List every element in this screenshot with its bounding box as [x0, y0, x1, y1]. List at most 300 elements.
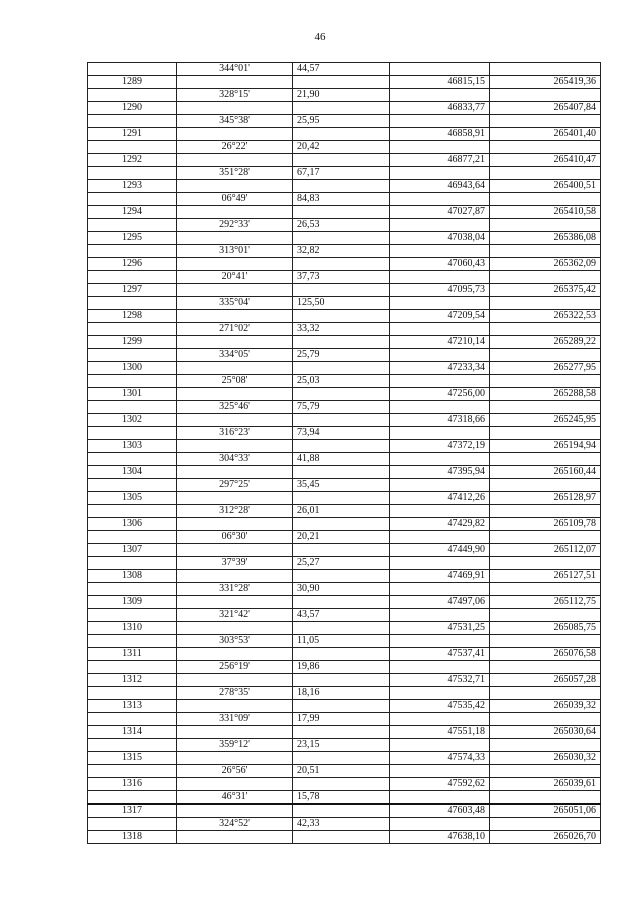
- empty-cell: [490, 609, 601, 622]
- x-coordinate: 47395,94: [390, 466, 490, 479]
- y-coordinate: 265362,09: [490, 258, 601, 271]
- segment-row: [88, 687, 601, 700]
- point-row: [88, 466, 601, 479]
- point-row: [88, 206, 601, 219]
- empty-cell: [293, 414, 390, 427]
- y-coordinate: 265128,97: [490, 492, 601, 505]
- direction-angle: 313°01': [177, 245, 293, 258]
- y-coordinate: 265400,51: [490, 180, 601, 193]
- point-row: [88, 154, 601, 167]
- point-number: 1317: [88, 804, 177, 818]
- point-number: 1297: [88, 284, 177, 297]
- empty-cell: [490, 167, 601, 180]
- empty-cell: [177, 440, 293, 453]
- direction-angle: 325°46': [177, 401, 293, 414]
- empty-cell: [490, 791, 601, 805]
- point-row: [88, 128, 601, 141]
- empty-cell: [390, 739, 490, 752]
- segment-length: 32,82: [293, 245, 390, 258]
- empty-cell: [293, 466, 390, 479]
- point-row: [88, 674, 601, 687]
- segment-row: [88, 63, 601, 76]
- empty-cell: [293, 648, 390, 661]
- empty-cell: [390, 765, 490, 778]
- empty-cell: [177, 726, 293, 739]
- point-number: 1313: [88, 700, 177, 713]
- segment-length: 25,95: [293, 115, 390, 128]
- segment-row: [88, 193, 601, 206]
- empty-cell: [490, 583, 601, 596]
- point-row: [88, 102, 601, 115]
- segment-length: 25,03: [293, 375, 390, 388]
- point-number: 1301: [88, 388, 177, 401]
- point-number: 1289: [88, 76, 177, 89]
- segment-length: 30,90: [293, 583, 390, 596]
- point-row: [88, 232, 601, 245]
- empty-cell: [293, 492, 390, 505]
- point-row: [88, 362, 601, 375]
- segment-length: 26,01: [293, 505, 390, 518]
- empty-cell: [88, 687, 177, 700]
- direction-angle: 271°02': [177, 323, 293, 336]
- segment-length: 25,79: [293, 349, 390, 362]
- empty-cell: [177, 206, 293, 219]
- x-coordinate: 47209,54: [390, 310, 490, 323]
- x-coordinate: 47027,87: [390, 206, 490, 219]
- y-coordinate: 265109,78: [490, 518, 601, 531]
- direction-angle: 328°15': [177, 89, 293, 102]
- empty-cell: [390, 245, 490, 258]
- empty-cell: [293, 310, 390, 323]
- direction-angle: 312°28': [177, 505, 293, 518]
- point-number: 1292: [88, 154, 177, 167]
- point-number: 1291: [88, 128, 177, 141]
- empty-cell: [177, 414, 293, 427]
- empty-cell: [390, 141, 490, 154]
- page-number: 46: [314, 31, 326, 43]
- empty-cell: [490, 349, 601, 362]
- segment-length: 20,42: [293, 141, 390, 154]
- direction-angle: 06°49': [177, 193, 293, 206]
- point-number: 1298: [88, 310, 177, 323]
- segment-length: 20,51: [293, 765, 390, 778]
- empty-cell: [88, 401, 177, 414]
- empty-cell: [88, 739, 177, 752]
- empty-cell: [490, 661, 601, 674]
- empty-cell: [177, 752, 293, 765]
- segment-row: [88, 765, 601, 778]
- x-coordinate: 47603,48: [390, 804, 490, 818]
- y-coordinate: 265375,42: [490, 284, 601, 297]
- direction-angle: 20°41': [177, 271, 293, 284]
- empty-cell: [88, 557, 177, 570]
- point-row: [88, 388, 601, 401]
- point-number: 1308: [88, 570, 177, 583]
- empty-cell: [490, 531, 601, 544]
- empty-cell: [390, 63, 490, 76]
- empty-cell: [88, 323, 177, 336]
- point-row: [88, 726, 601, 739]
- empty-cell: [177, 284, 293, 297]
- empty-cell: [177, 596, 293, 609]
- empty-cell: [88, 427, 177, 440]
- empty-cell: [177, 622, 293, 635]
- segment-length: 19,86: [293, 661, 390, 674]
- empty-cell: [390, 167, 490, 180]
- segment-length: 20,21: [293, 531, 390, 544]
- y-coordinate: 265030,64: [490, 726, 601, 739]
- empty-cell: [490, 739, 601, 752]
- empty-cell: [293, 128, 390, 141]
- empty-cell: [490, 557, 601, 570]
- x-coordinate: 47256,00: [390, 388, 490, 401]
- segment-length: 44,57: [293, 63, 390, 76]
- empty-cell: [293, 674, 390, 687]
- point-number: 1312: [88, 674, 177, 687]
- coordinates-table-body: [88, 63, 601, 844]
- empty-cell: [490, 765, 601, 778]
- segment-length: 42,33: [293, 818, 390, 831]
- empty-cell: [390, 661, 490, 674]
- y-coordinate: 265194,94: [490, 440, 601, 453]
- empty-cell: [390, 583, 490, 596]
- y-coordinate: 265039,61: [490, 778, 601, 791]
- y-coordinate: 265407,84: [490, 102, 601, 115]
- segment-row: [88, 739, 601, 752]
- empty-cell: [390, 557, 490, 570]
- direction-angle: 297°25': [177, 479, 293, 492]
- segment-length: 23,15: [293, 739, 390, 752]
- x-coordinate: 47537,41: [390, 648, 490, 661]
- segment-length: 35,45: [293, 479, 390, 492]
- coordinates-table: [87, 62, 601, 844]
- empty-cell: [490, 479, 601, 492]
- segment-row: [88, 167, 601, 180]
- empty-cell: [293, 622, 390, 635]
- empty-cell: [177, 180, 293, 193]
- empty-cell: [177, 362, 293, 375]
- segment-length: 84,83: [293, 193, 390, 206]
- empty-cell: [293, 570, 390, 583]
- y-coordinate: 265039,32: [490, 700, 601, 713]
- segment-row: [88, 713, 601, 726]
- y-coordinate: 265026,70: [490, 831, 601, 844]
- point-row: [88, 831, 601, 844]
- empty-cell: [88, 271, 177, 284]
- empty-cell: [490, 453, 601, 466]
- empty-cell: [293, 232, 390, 245]
- empty-cell: [177, 310, 293, 323]
- empty-cell: [293, 284, 390, 297]
- y-coordinate: 265160,44: [490, 466, 601, 479]
- empty-cell: [390, 323, 490, 336]
- x-coordinate: 47412,26: [390, 492, 490, 505]
- empty-cell: [177, 76, 293, 89]
- segment-length: 37,73: [293, 271, 390, 284]
- direction-angle: 345°38': [177, 115, 293, 128]
- x-coordinate: 47449,90: [390, 544, 490, 557]
- x-coordinate: 47372,19: [390, 440, 490, 453]
- empty-cell: [390, 818, 490, 831]
- x-coordinate: 47318,66: [390, 414, 490, 427]
- x-coordinate: 47592,62: [390, 778, 490, 791]
- empty-cell: [390, 193, 490, 206]
- direction-angle: 303°53': [177, 635, 293, 648]
- direction-angle: 26°22': [177, 141, 293, 154]
- empty-cell: [293, 76, 390, 89]
- empty-cell: [177, 518, 293, 531]
- empty-cell: [490, 818, 601, 831]
- empty-cell: [293, 258, 390, 271]
- x-coordinate: 47531,25: [390, 622, 490, 635]
- empty-cell: [293, 206, 390, 219]
- empty-cell: [293, 804, 390, 818]
- segment-length: 73,94: [293, 427, 390, 440]
- empty-cell: [88, 479, 177, 492]
- x-coordinate: 47532,71: [390, 674, 490, 687]
- empty-cell: [293, 154, 390, 167]
- x-coordinate: 47535,42: [390, 700, 490, 713]
- point-row: [88, 258, 601, 271]
- empty-cell: [88, 453, 177, 466]
- direction-angle: 344°01': [177, 63, 293, 76]
- empty-cell: [490, 63, 601, 76]
- empty-cell: [177, 336, 293, 349]
- segment-row: [88, 271, 601, 284]
- direction-angle: 292°33': [177, 219, 293, 232]
- segment-row: [88, 583, 601, 596]
- empty-cell: [490, 375, 601, 388]
- point-number: 1300: [88, 362, 177, 375]
- empty-cell: [490, 687, 601, 700]
- empty-cell: [390, 401, 490, 414]
- point-row: [88, 570, 601, 583]
- x-coordinate: 47638,10: [390, 831, 490, 844]
- empty-cell: [177, 700, 293, 713]
- point-row: [88, 518, 601, 531]
- y-coordinate: 265112,75: [490, 596, 601, 609]
- x-coordinate: 47469,91: [390, 570, 490, 583]
- segment-length: 25,27: [293, 557, 390, 570]
- segment-length: 21,90: [293, 89, 390, 102]
- y-coordinate: 265410,58: [490, 206, 601, 219]
- segment-length: 67,17: [293, 167, 390, 180]
- empty-cell: [88, 531, 177, 544]
- segment-row: [88, 401, 601, 414]
- empty-cell: [88, 115, 177, 128]
- empty-cell: [293, 102, 390, 115]
- empty-cell: [390, 375, 490, 388]
- point-number: 1306: [88, 518, 177, 531]
- empty-cell: [177, 388, 293, 401]
- y-coordinate: 265057,28: [490, 674, 601, 687]
- x-coordinate: 46833,77: [390, 102, 490, 115]
- point-number: 1294: [88, 206, 177, 219]
- x-coordinate: 47574,33: [390, 752, 490, 765]
- empty-cell: [88, 297, 177, 310]
- empty-cell: [390, 635, 490, 648]
- segment-row: [88, 141, 601, 154]
- empty-cell: [390, 713, 490, 726]
- empty-cell: [177, 258, 293, 271]
- y-coordinate: 265401,40: [490, 128, 601, 141]
- direction-angle: 25°08': [177, 375, 293, 388]
- x-coordinate: 47429,82: [390, 518, 490, 531]
- empty-cell: [88, 583, 177, 596]
- point-row: [88, 284, 601, 297]
- segment-row: [88, 557, 601, 570]
- empty-cell: [88, 818, 177, 831]
- point-row: [88, 622, 601, 635]
- empty-cell: [490, 505, 601, 518]
- point-number: 1316: [88, 778, 177, 791]
- y-coordinate: 265051,06: [490, 804, 601, 818]
- point-row: [88, 310, 601, 323]
- segment-row: [88, 453, 601, 466]
- direction-angle: 331°09': [177, 713, 293, 726]
- segment-length: 11,05: [293, 635, 390, 648]
- y-coordinate: 265289,22: [490, 336, 601, 349]
- empty-cell: [88, 661, 177, 674]
- y-coordinate: 265322,53: [490, 310, 601, 323]
- segment-row: [88, 818, 601, 831]
- empty-cell: [177, 674, 293, 687]
- point-number: 1307: [88, 544, 177, 557]
- point-row: [88, 648, 601, 661]
- empty-cell: [390, 219, 490, 232]
- point-row: [88, 76, 601, 89]
- direction-angle: 334°05': [177, 349, 293, 362]
- point-row: [88, 492, 601, 505]
- empty-cell: [390, 297, 490, 310]
- direction-angle: 06°30': [177, 531, 293, 544]
- empty-cell: [293, 544, 390, 557]
- empty-cell: [88, 89, 177, 102]
- empty-cell: [177, 232, 293, 245]
- direction-angle: 316°23': [177, 427, 293, 440]
- segment-row: [88, 479, 601, 492]
- empty-cell: [293, 180, 390, 193]
- point-number: 1302: [88, 414, 177, 427]
- segment-row: [88, 245, 601, 258]
- empty-cell: [88, 713, 177, 726]
- point-row: [88, 544, 601, 557]
- x-coordinate: 47095,73: [390, 284, 490, 297]
- empty-cell: [490, 635, 601, 648]
- point-row: [88, 778, 601, 791]
- segment-length: 15,78: [293, 791, 390, 805]
- point-number: 1318: [88, 831, 177, 844]
- empty-cell: [293, 726, 390, 739]
- empty-cell: [88, 63, 177, 76]
- direction-angle: 46°31': [177, 791, 293, 805]
- empty-cell: [293, 440, 390, 453]
- y-coordinate: 265127,51: [490, 570, 601, 583]
- y-coordinate: 265245,95: [490, 414, 601, 427]
- empty-cell: [390, 115, 490, 128]
- point-row: [88, 336, 601, 349]
- empty-cell: [390, 89, 490, 102]
- segment-length: 125,50: [293, 297, 390, 310]
- empty-cell: [390, 427, 490, 440]
- empty-cell: [490, 401, 601, 414]
- point-row: [88, 180, 601, 193]
- empty-cell: [88, 167, 177, 180]
- point-number: 1311: [88, 648, 177, 661]
- segment-row: [88, 89, 601, 102]
- empty-cell: [88, 791, 177, 805]
- segment-row: [88, 349, 601, 362]
- y-coordinate: 265076,58: [490, 648, 601, 661]
- x-coordinate: 47060,43: [390, 258, 490, 271]
- point-number: 1304: [88, 466, 177, 479]
- empty-cell: [490, 193, 601, 206]
- empty-cell: [177, 102, 293, 115]
- empty-cell: [88, 635, 177, 648]
- x-coordinate: 47497,06: [390, 596, 490, 609]
- point-number: 1290: [88, 102, 177, 115]
- x-coordinate: 46877,21: [390, 154, 490, 167]
- empty-cell: [177, 831, 293, 844]
- direction-angle: 351°28': [177, 167, 293, 180]
- empty-cell: [390, 505, 490, 518]
- segment-row: [88, 661, 601, 674]
- empty-cell: [88, 609, 177, 622]
- point-number: 1309: [88, 596, 177, 609]
- point-row: [88, 440, 601, 453]
- y-coordinate: 265085,75: [490, 622, 601, 635]
- y-coordinate: 265386,08: [490, 232, 601, 245]
- y-coordinate: 265419,36: [490, 76, 601, 89]
- empty-cell: [490, 323, 601, 336]
- empty-cell: [293, 596, 390, 609]
- point-row: [88, 804, 601, 818]
- segment-length: 43,57: [293, 609, 390, 622]
- x-coordinate: 47551,18: [390, 726, 490, 739]
- segment-row: [88, 635, 601, 648]
- segment-row: [88, 505, 601, 518]
- empty-cell: [390, 687, 490, 700]
- y-coordinate: 265410,47: [490, 154, 601, 167]
- x-coordinate: 47233,34: [390, 362, 490, 375]
- empty-cell: [293, 388, 390, 401]
- empty-cell: [390, 479, 490, 492]
- empty-cell: [293, 336, 390, 349]
- segment-row: [88, 427, 601, 440]
- point-row: [88, 752, 601, 765]
- y-coordinate: 265277,95: [490, 362, 601, 375]
- empty-cell: [177, 492, 293, 505]
- direction-angle: 37°39': [177, 557, 293, 570]
- direction-angle: 335°04': [177, 297, 293, 310]
- empty-cell: [490, 115, 601, 128]
- empty-cell: [490, 297, 601, 310]
- x-coordinate: 46943,64: [390, 180, 490, 193]
- empty-cell: [490, 219, 601, 232]
- empty-cell: [88, 245, 177, 258]
- segment-row: [88, 297, 601, 310]
- point-number: 1295: [88, 232, 177, 245]
- direction-angle: 359°12': [177, 739, 293, 752]
- x-coordinate: 46815,15: [390, 76, 490, 89]
- empty-cell: [293, 700, 390, 713]
- empty-cell: [177, 466, 293, 479]
- x-coordinate: 47038,04: [390, 232, 490, 245]
- empty-cell: [177, 648, 293, 661]
- point-number: 1299: [88, 336, 177, 349]
- empty-cell: [490, 141, 601, 154]
- y-coordinate: 265112,07: [490, 544, 601, 557]
